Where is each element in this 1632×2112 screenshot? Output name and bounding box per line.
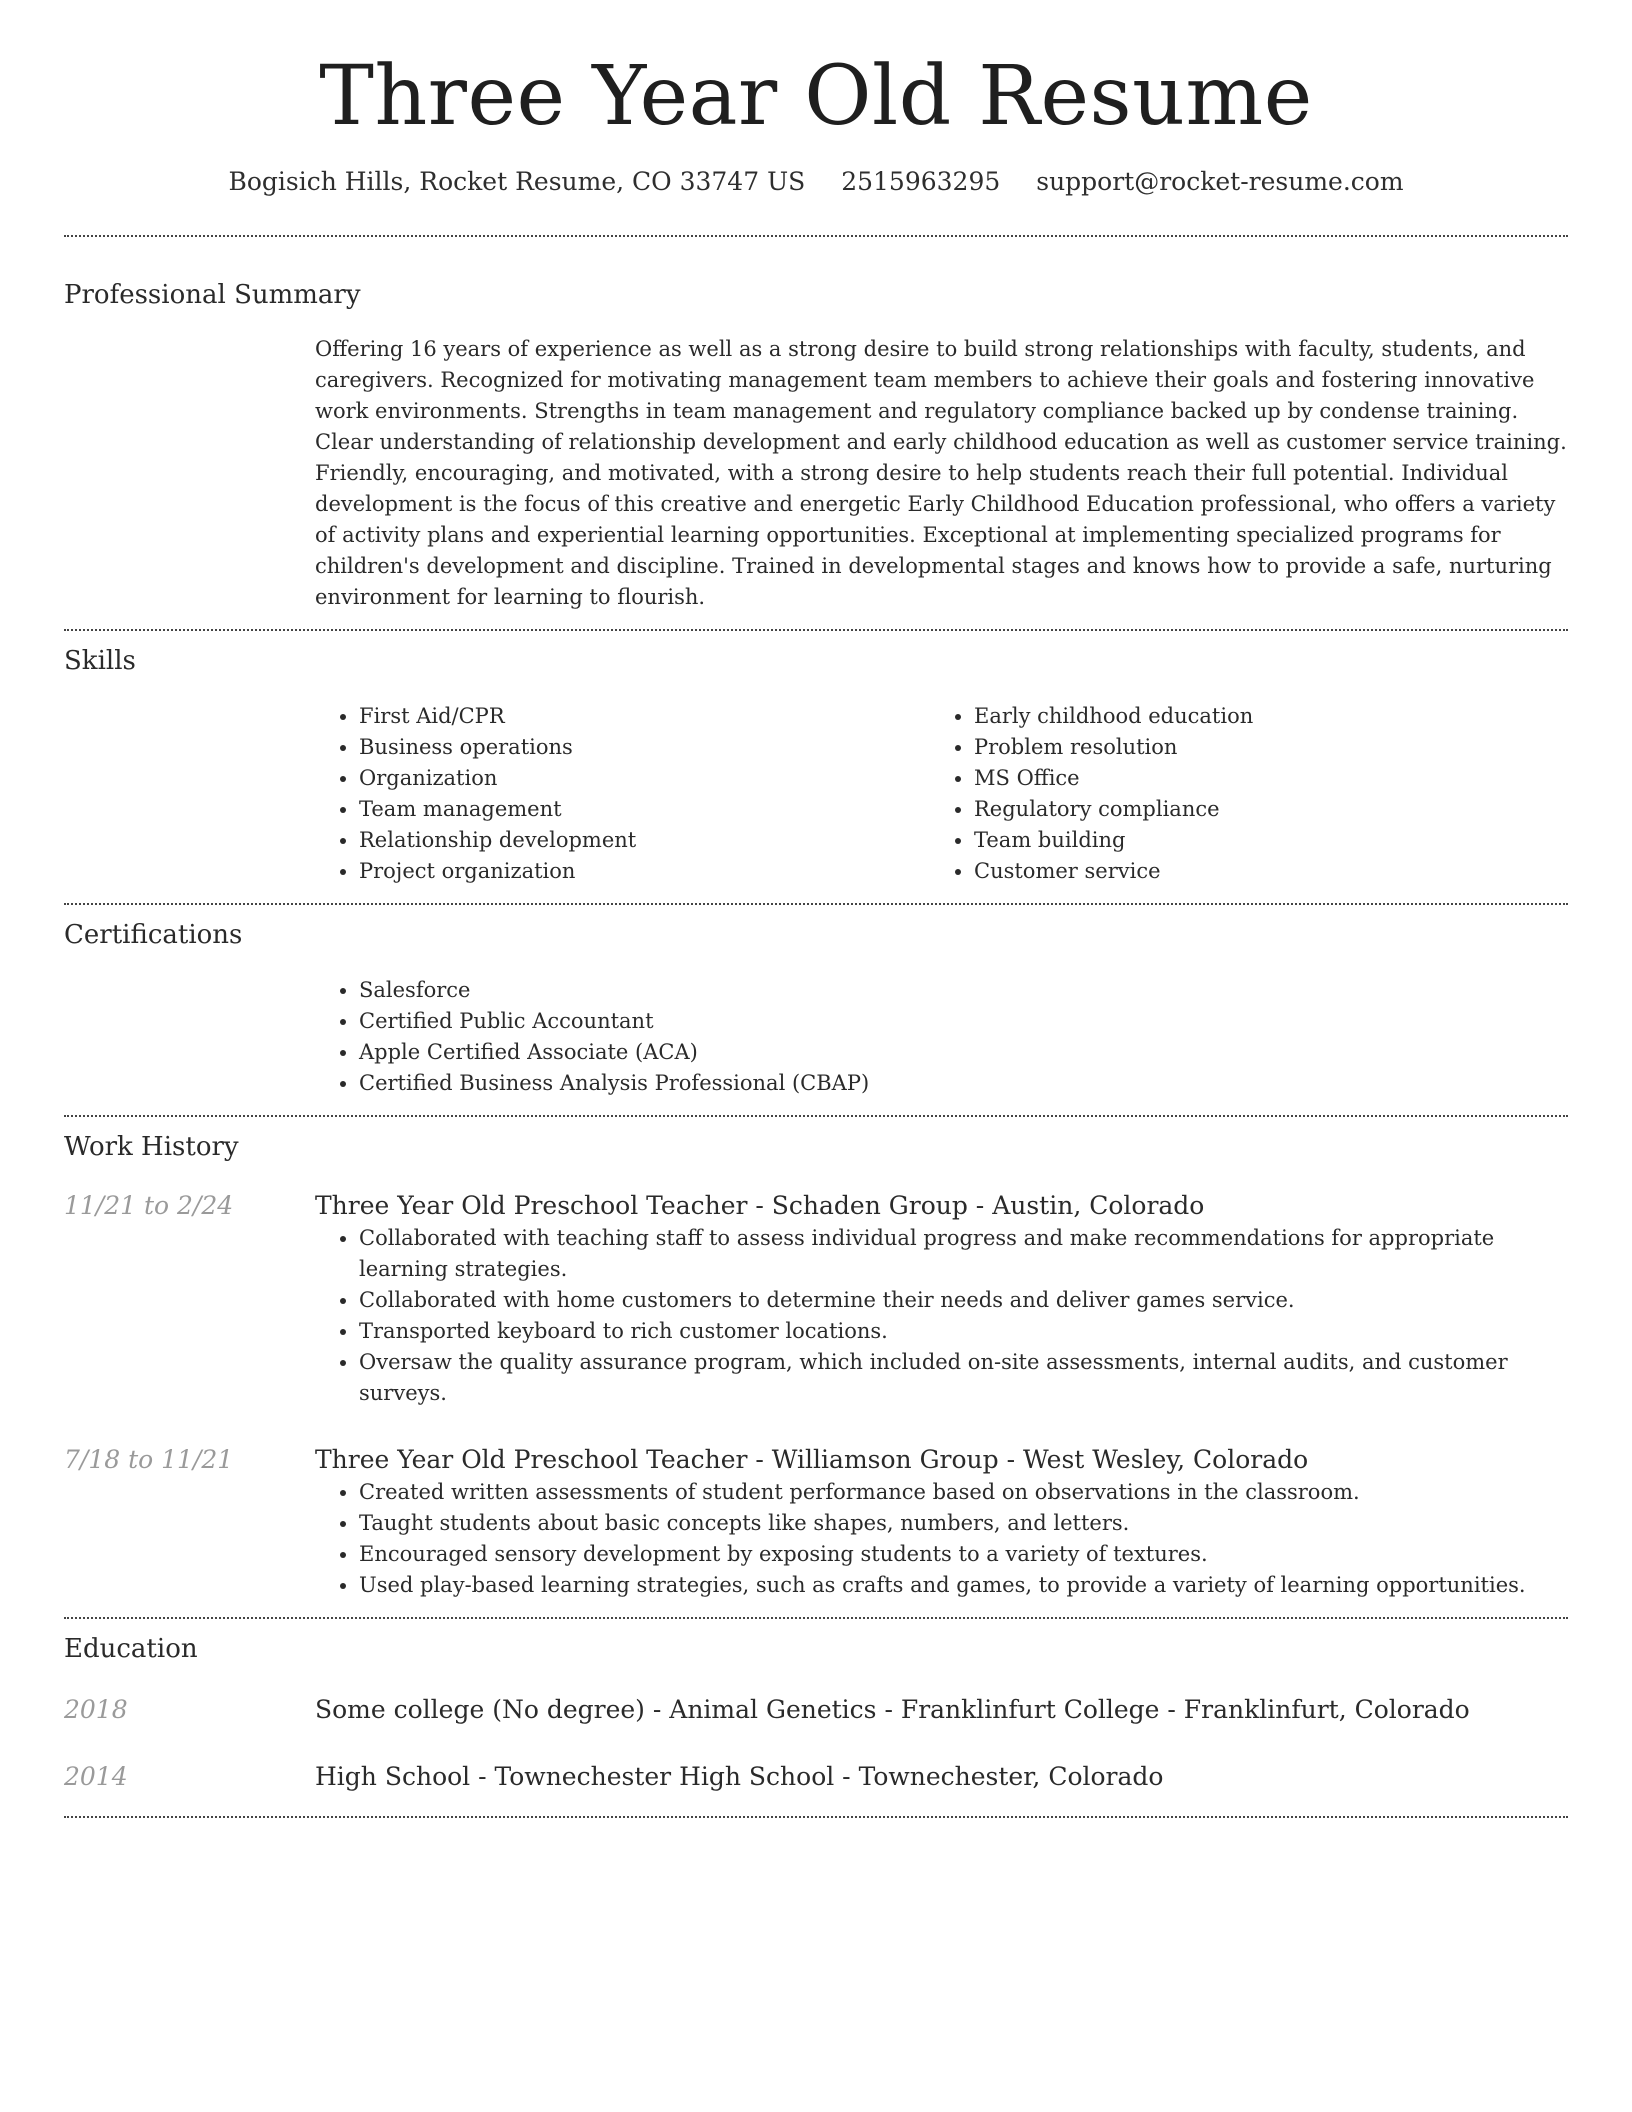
skill-item: • Problem resolution [974, 732, 1545, 763]
work-entry [64, 1443, 1568, 1601]
education-year: 2018 [64, 1694, 128, 1724]
work-bullet: • Collaborated with home customers to determine their needs and deliver games service. [359, 1285, 1568, 1316]
skill-item: • Early childhood education [974, 701, 1545, 732]
summary-text: Offering 16 years of experience as well as a strong desire to build strong relationships with faculty, students, and caregivers. Recognized for motivating management team members to achieve their goals and fostering innovative work environments. Strengths in team management and regulatory compliance backed up by condense training. Clear understanding of relationship development and early childhood education as well as customer service training. Friendly, encouraging, and motivated, with a strong desire to help students reach their full potential. Individual development is the focus of this creative and energetic Early Childhood Education professional, who offers a variety of activity plans and experiential learning opportunities. Exceptional at implementing specialized programs for children's development and discipline. Trained in developmental stages and knows how to provide a safe, nurturing environment for learning to flourish. [315, 337, 1567, 610]
skill-item: • Project organization [359, 856, 930, 887]
work-bullet: • Transported keyboard to rich customer locations. [359, 1316, 1568, 1347]
skills-grid [315, 701, 1568, 887]
certification-item: • Apple Certified Associate (ACA) [359, 1037, 1568, 1068]
skills-column-left [315, 701, 930, 887]
work-entry-body [315, 1443, 1568, 1601]
skill-item: • MS Office [974, 763, 1545, 794]
skill-item: • Organization [359, 763, 930, 794]
work-bullet: • Created written assessments of student performance based on observations in the classroom. [359, 1477, 1568, 1508]
skill-item: • Team building [974, 825, 1545, 856]
work-bullets [315, 1223, 1568, 1409]
summary-section [64, 237, 1568, 630]
section-title-education: Education [64, 1633, 198, 1664]
contact-line [64, 166, 1568, 199]
education-entry [64, 1693, 1568, 1727]
contact-address: Bogisich Hills, Rocket Resume, CO 33747 US [228, 167, 806, 197]
contact-phone: 2515963295 [841, 167, 1001, 197]
education-entry-body [315, 1760, 1568, 1794]
work-dates: 7/18 to 11/21 [64, 1444, 234, 1474]
section-title-certifications: Certifications [64, 920, 243, 951]
certification-item: • Certified Public Accountant [359, 1006, 1568, 1037]
certification-item: • Salesforce [359, 975, 1568, 1006]
work-bullet: • Collaborated with teaching staff to assess individual progress and make recommendations for appropriate learning strategies. [359, 1223, 1568, 1285]
work-bullet: • Encouraged sensory development by exposing students to a variety of textures. [359, 1539, 1568, 1570]
section-divider [64, 1816, 1568, 1818]
skill-item: • Regulatory compliance [974, 794, 1545, 825]
skill-item: • Relationship development [359, 825, 930, 856]
work-heading: Three Year Old Preschool Teacher - Schaden Group - Austin, Colorado [315, 1190, 1205, 1220]
work-bullet: • Oversaw the quality assurance program, which included on-site assessments, internal audits, and customer surveys. [359, 1347, 1568, 1409]
education-section [64, 1619, 1568, 1816]
education-year: 2014 [64, 1761, 128, 1791]
certifications-section [64, 905, 1568, 1115]
work-heading: Three Year Old Preschool Teacher - Williamson Group - West Wesley, Colorado [315, 1444, 1309, 1474]
skill-item: • Team management [359, 794, 930, 825]
education-heading: High School - Townechester High School - Townechester, Colorado [315, 1761, 1164, 1791]
section-title-work: Work History [64, 1132, 239, 1163]
work-bullets [315, 1477, 1568, 1601]
skill-item: • Customer service [974, 856, 1545, 887]
education-heading: Some college (No degree) - Animal Genetics - Franklinfurt College - Franklinfurt, Colorado [315, 1694, 1470, 1724]
skills-section [64, 631, 1568, 903]
resume-title: Three Year Old Resume [319, 49, 1313, 144]
work-history-section [64, 1117, 1568, 1617]
contact-email: support@rocket-resume.com [1036, 167, 1404, 197]
work-bullet: • Used play-based learning strategies, such as crafts and games, to provide a variety of learning opportunities. [359, 1570, 1568, 1601]
skills-column-right [930, 701, 1545, 887]
section-title-summary: Professional Summary [64, 279, 361, 310]
work-entry-body [315, 1189, 1568, 1409]
work-entry [64, 1189, 1568, 1409]
work-bullet: • Taught students about basic concepts like shapes, numbers, and letters. [359, 1508, 1568, 1539]
skill-item: • Business operations [359, 732, 930, 763]
education-entry-body [315, 1693, 1568, 1727]
education-entry [64, 1760, 1568, 1794]
certification-item: • Certified Business Analysis Professional (CBAP) [359, 1068, 1568, 1099]
section-title-skills: Skills [64, 646, 136, 677]
certifications-list [315, 975, 1568, 1099]
skill-item: • First Aid/CPR [359, 701, 930, 732]
work-dates: 11/21 to 2/24 [64, 1190, 234, 1220]
